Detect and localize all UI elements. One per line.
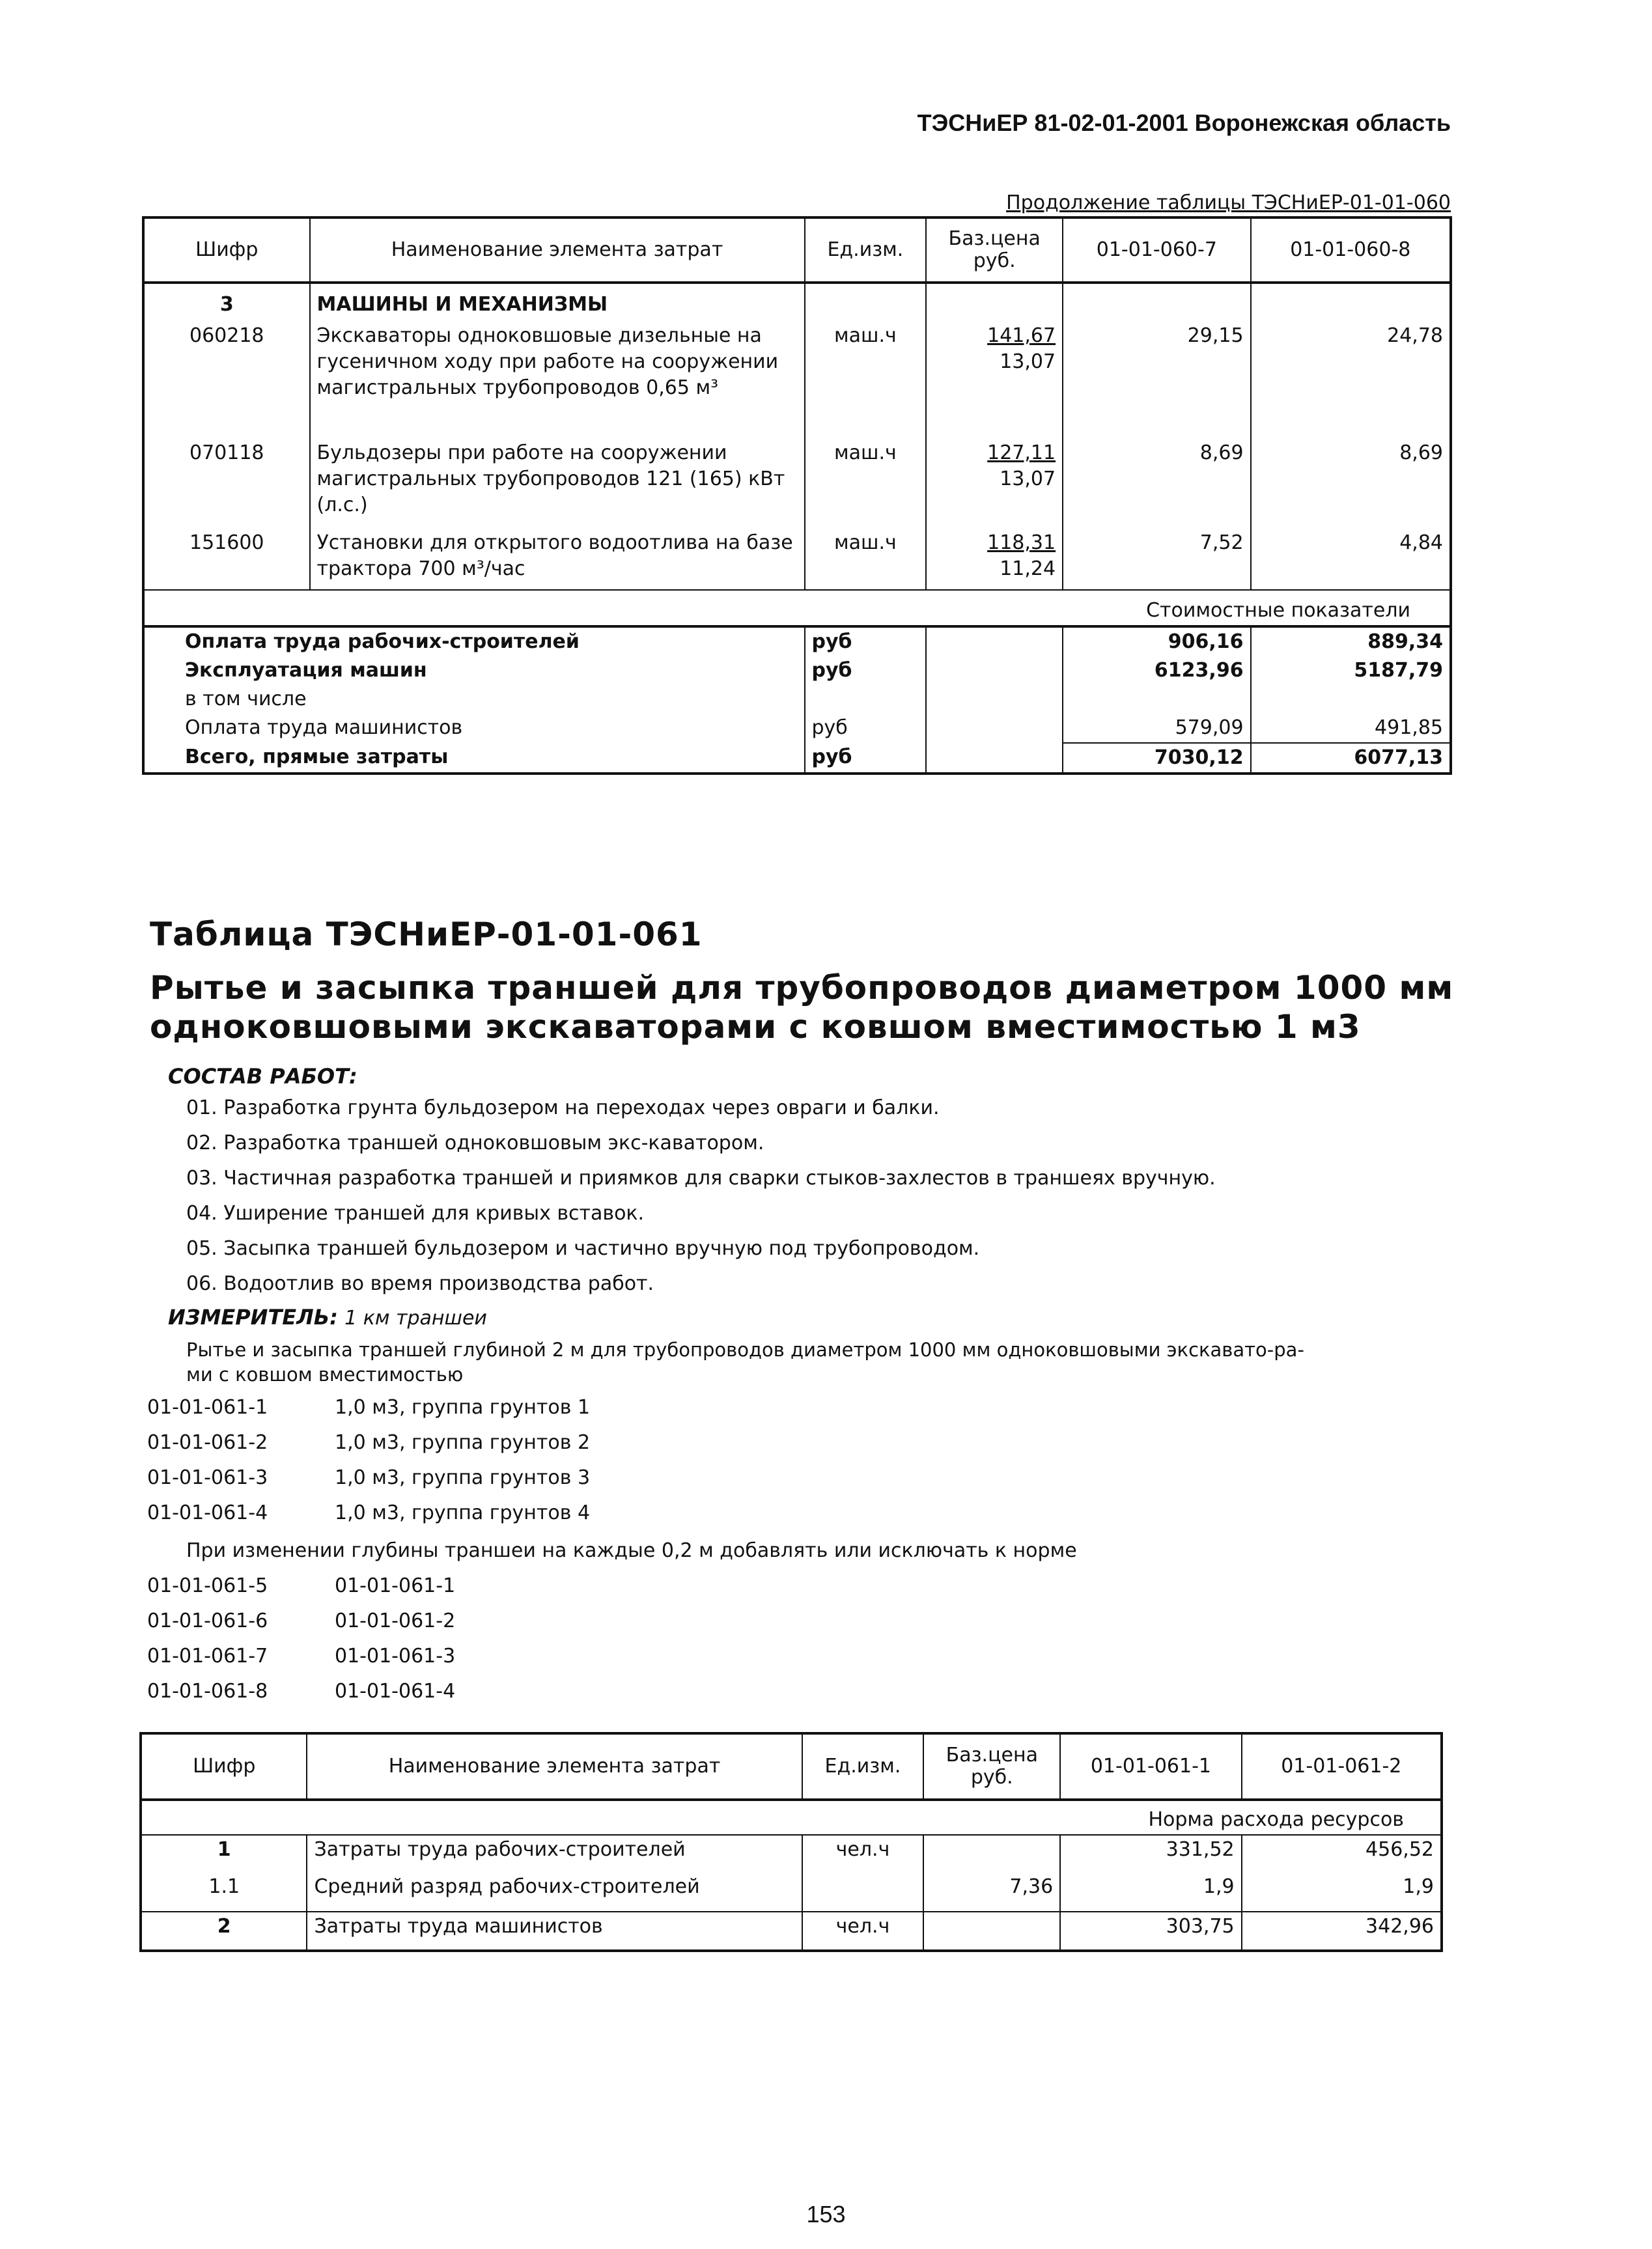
norm-header: Норма расхода ресурсов xyxy=(141,1800,1442,1835)
row-price: 118,31 11,24 xyxy=(926,529,1063,590)
row-name: Затраты труда рабочих-строителей xyxy=(307,1835,802,1873)
table-row xyxy=(141,1873,1442,1912)
header-price: Баз.цена руб. xyxy=(923,1733,1060,1800)
section-name: МАШИНЫ И МЕХАНИЗМЫ xyxy=(310,283,805,322)
work-item: 01. Разработка грунта бульдозером на переходах через овраги и балки. xyxy=(186,1097,940,1119)
row-value-2: 4,84 xyxy=(1251,529,1451,590)
row-unit: маш.ч xyxy=(805,322,927,439)
adjustment-code: 01-01-061-8 xyxy=(147,1680,268,1703)
row-code: 2 xyxy=(141,1912,307,1951)
row-price xyxy=(923,1912,1060,1951)
row-code: 070118 xyxy=(189,441,264,464)
variant-code: 01-01-061-1 xyxy=(147,1396,268,1419)
variant-code: 01-01-061-4 xyxy=(147,1502,268,1524)
adjustment-code: 01-01-061-7 xyxy=(147,1645,268,1668)
variant-code: 01-01-061-2 xyxy=(147,1431,268,1454)
table-row xyxy=(141,1835,1442,1873)
cost-value-2: 5187,79 xyxy=(1251,656,1451,685)
row-value-2: 24,78 xyxy=(1251,322,1451,439)
works-label: СОСТАВ РАБОТ: xyxy=(168,1064,357,1089)
row-value-1: 303,75 xyxy=(1060,1912,1241,1951)
row-code: 151600 xyxy=(189,531,264,554)
description-line-2: ми с ковшом вместимостью xyxy=(186,1363,464,1386)
cost-row xyxy=(143,743,1451,774)
page-number: 153 xyxy=(806,2201,846,2228)
header-col1: 01-01-061-1 xyxy=(1060,1733,1241,1800)
cost-value-1: 579,09 xyxy=(1063,714,1250,743)
table-row xyxy=(141,1912,1442,1951)
header-col2: 01-01-060-8 xyxy=(1251,217,1451,283)
cost-row xyxy=(143,656,1451,685)
adjustment-ref: 01-01-061-3 xyxy=(335,1645,456,1668)
work-item: 04. Уширение траншей для кривых вставок. xyxy=(186,1202,645,1225)
adjustment-ref: 01-01-061-1 xyxy=(335,1574,456,1597)
cost-row xyxy=(143,714,1451,743)
cost-name: Всего, прямые затраты xyxy=(185,746,449,768)
row-price: 7,36 xyxy=(923,1873,1060,1912)
row-price: 127,11 13,07 xyxy=(926,439,1063,529)
cost-unit: руб xyxy=(805,656,927,685)
cost-value-2: 889,34 xyxy=(1251,626,1451,656)
meter xyxy=(168,1305,487,1330)
adjustment-code: 01-01-061-5 xyxy=(147,1574,268,1597)
resource-table-060 xyxy=(142,216,1452,775)
variant-text: 1,0 м3, группа грунтов 3 xyxy=(335,1466,591,1489)
variant-text: 1,0 м3, группа грунтов 4 xyxy=(335,1502,591,1524)
cost-header-row xyxy=(143,590,1451,626)
variant-text: 1,0 м3, группа грунтов 1 xyxy=(335,1396,591,1419)
norm-header-row xyxy=(141,1800,1442,1835)
cost-row xyxy=(143,685,1451,714)
table-header-row xyxy=(143,217,1451,283)
cost-name: Оплата труда машинистов xyxy=(185,716,463,739)
subtitle-line-1: Рытье и засыпка траншей для трубопроводов диаметром 1000 мм xyxy=(150,969,1454,1007)
change-note: При изменении глубины траншеи на каждые 0,2 м добавлять или исключать к норме xyxy=(186,1539,1077,1562)
row-name: Бульдозеры при работе на сооружении магистральных трубопроводов 121 (165) кВт (л.с.) xyxy=(310,439,805,529)
header-col2: 01-01-061-2 xyxy=(1242,1733,1442,1800)
section-row xyxy=(143,283,1451,322)
header-code: Шифр xyxy=(195,238,259,261)
table-header-row xyxy=(141,1733,1442,1800)
running-header: ТЭСНиЕР 81-02-01-2001 Воронежская область xyxy=(917,109,1451,136)
row-value-2: 456,52 xyxy=(1242,1835,1442,1873)
row-name: Экскаваторы одноковшовые дизельные на гусеничном ходу при работе на сооружении магистральных трубопроводов 0,65 м³ xyxy=(310,322,805,439)
row-code: 1.1 xyxy=(208,1875,240,1898)
header-price: Баз.цена руб. xyxy=(926,217,1063,283)
work-item: 02. Разработка траншей одноковшовым экс-каватором. xyxy=(186,1132,764,1154)
cost-name: в том числе xyxy=(185,688,307,710)
row-name: Средний разряд рабочих-строителей xyxy=(307,1873,802,1912)
table-row xyxy=(143,322,1451,439)
adjustment-code: 01-01-061-6 xyxy=(147,1610,268,1632)
table-row xyxy=(143,529,1451,590)
header-code: Шифр xyxy=(193,1755,256,1778)
row-code: 1 xyxy=(141,1835,307,1873)
row-name: Установки для открытого водоотлива на базе трактора 700 м³/час xyxy=(310,529,805,590)
header-unit: Ед.изм. xyxy=(802,1733,924,1800)
cost-unit: руб xyxy=(805,743,927,774)
row-value-1: 29,15 xyxy=(1063,322,1250,439)
work-item: 06. Водоотлив во время производства работ. xyxy=(186,1272,654,1295)
meter-value: 1 км траншеи xyxy=(344,1307,487,1330)
cost-value-1: 6123,96 xyxy=(1063,656,1250,685)
cost-header: Стоимостные показатели xyxy=(143,590,1451,626)
row-value-1: 1,9 xyxy=(1060,1873,1241,1912)
resource-table-061 xyxy=(139,1732,1443,1952)
description-line-1: Рытье и засыпка траншей глубиной 2 м для трубопроводов диаметром 1000 мм одноковшовыми экскавато-ра- xyxy=(186,1339,1304,1361)
row-value-2: 342,96 xyxy=(1242,1912,1442,1951)
adjustment-ref: 01-01-061-4 xyxy=(335,1680,456,1703)
adjustment-ref: 01-01-061-2 xyxy=(335,1610,456,1632)
row-unit xyxy=(802,1873,924,1912)
cost-unit: руб xyxy=(805,626,927,656)
subtitle-line-2: одноковшовыми экскаваторами с ковшом вместимостью 1 м3 xyxy=(150,1008,1361,1046)
header-unit: Ед.изм. xyxy=(805,217,927,283)
cost-name: Эксплуатация машин xyxy=(185,659,427,682)
meter-label: ИЗМЕРИТЕЛЬ: xyxy=(168,1305,338,1330)
cost-row xyxy=(143,626,1451,656)
row-code: 060218 xyxy=(189,324,264,347)
cost-value-1: 7030,12 xyxy=(1063,743,1250,774)
cost-value-2: 6077,13 xyxy=(1251,743,1451,774)
row-name: Затраты труда машинистов xyxy=(307,1912,802,1951)
header-name: Наименование элемента затрат xyxy=(310,217,805,283)
row-value-1: 7,52 xyxy=(1063,529,1250,590)
table-row xyxy=(143,439,1451,529)
row-unit: маш.ч xyxy=(805,529,927,590)
header-col1: 01-01-060-7 xyxy=(1063,217,1250,283)
row-price: 141,67 13,07 xyxy=(926,322,1063,439)
row-price xyxy=(923,1835,1060,1873)
row-value-1: 331,52 xyxy=(1060,1835,1241,1873)
cost-value-2: 491,85 xyxy=(1251,714,1451,743)
variant-text: 1,0 м3, группа грунтов 2 xyxy=(335,1431,591,1454)
row-unit: маш.ч xyxy=(805,439,927,529)
cost-unit: руб xyxy=(805,714,927,743)
header-name: Наименование элемента затрат xyxy=(307,1733,802,1800)
table-title: Таблица ТЭСНиЕР-01-01-061 xyxy=(150,915,703,953)
row-unit: чел.ч xyxy=(802,1835,924,1873)
work-item: 05. Засыпка траншей бульдозером и частично вручную под трубопроводом. xyxy=(186,1237,980,1260)
row-value-1: 8,69 xyxy=(1063,439,1250,529)
variant-code: 01-01-061-3 xyxy=(147,1466,268,1489)
work-item: 03. Частичная разработка траншей и приямков для сварки стыков-захлестов в траншеях вручную. xyxy=(186,1167,1216,1190)
row-unit: чел.ч xyxy=(802,1912,924,1951)
cost-value-1: 906,16 xyxy=(1063,626,1250,656)
row-value-2: 8,69 xyxy=(1251,439,1451,529)
row-value-2: 1,9 xyxy=(1242,1873,1442,1912)
section-code: 3 xyxy=(143,283,310,322)
cost-name: Оплата труда рабочих-строителей xyxy=(143,626,805,656)
continuation-label: Продолжение таблицы ТЭСНиЕР-01-01-060 xyxy=(1006,191,1451,214)
